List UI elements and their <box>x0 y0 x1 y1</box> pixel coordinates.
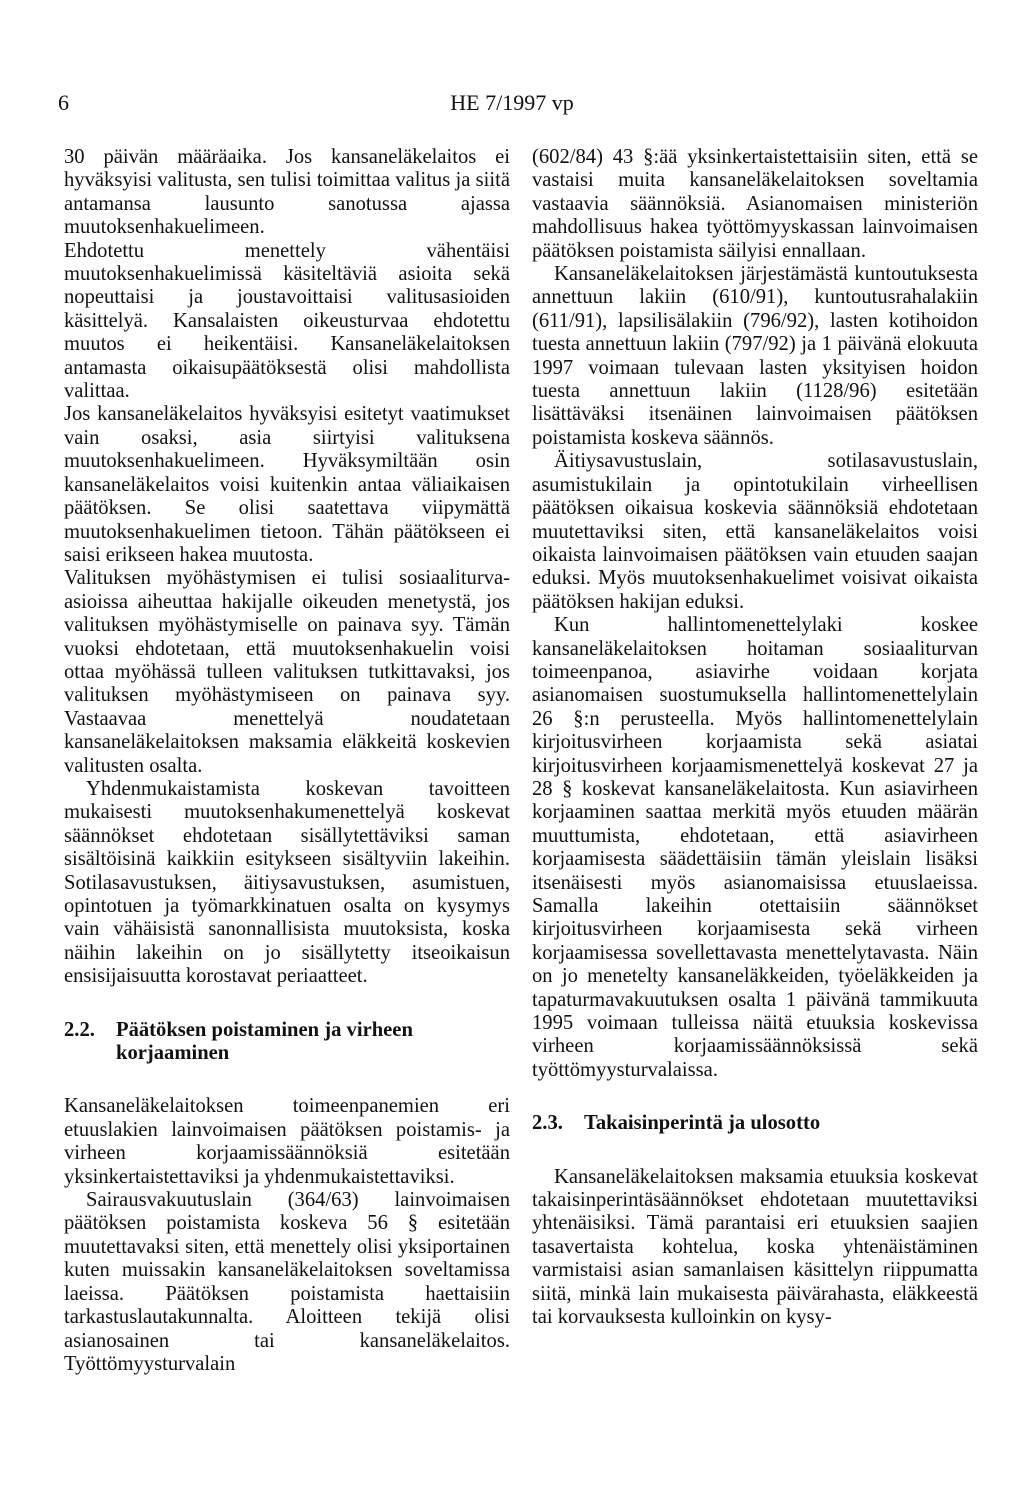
document-id: HE 7/1997 vp <box>450 90 574 115</box>
paragraph: (602/84) 43 §:ää yksinkertaistettaisiin siten, että se vastaisi muita kansaneläkelaitoksen soveltamia vastaavia säännöksiä. Asianomaisen ministeriön mahdollisuus hakea työttömyyskassan lainvoimaisen päätöksen poistamista säilyisi ennallaan. <box>532 146 978 262</box>
paragraph: Ehdotettu menettely vähentäisi muutoksenhakuelimissä käsiteltäviä asioita sekä nopeuttaisi ja joustavoittaisi valitusasioiden käsittelyä. Kansalaisten oikeusturvaa ehdotettu muutos ei heikentäisi. Kansaneläkelaitoksen antamasta oikaisupäätöksestä olisi mahdollista valittaa. <box>64 239 510 403</box>
right-column <box>532 146 978 1330</box>
section-heading <box>532 1112 978 1135</box>
paragraph: Äitiysavustuslain, sotilasavustuslain, asumistukilain ja opintotukilain virheellisen päätöksen oikaisua koskevia säännöksiä ehdotetaan muutettaviksi siten, että kansaneläkelaitos voisi oikaista lainvoimaisen päätöksen vain etuuden saajan eduksi. Myös muutoksenhakuelimet voisivat oikaista päätöksen hakijan eduksi. <box>532 450 978 613</box>
paragraph: Yhdenmukaistamista koskevan tavoitteen mukaisesti muutoksenhakumenettelyä koskevat säännökset ehdotetaan sisällytettäviksi saman sisältöisinä kaikkiin esitykseen sisältyviin lakeihin. Sotilasavustuksen, äitiysavustuksen, asumistuen, opintotuen ja työmarkkinatuen osalta on kysymys vain vähäisistä sanonnallisista muutoksista, koska näihin lakeihin on jo sisällytetty itseoikaisun ensisijaisuutta korostavat periaatteet. <box>64 777 510 988</box>
paragraph: 30 päivän määräaika. Jos kansaneläkelaitos ei hyväksyisi valitusta, sen tulisi toimittaa valitus ja siitä antamansa lausunto sanotussa ajassa muutoksenhakuelimeen. <box>64 146 510 239</box>
section-heading <box>64 1019 510 1066</box>
section-number: 2.2. <box>64 1018 95 1041</box>
left-column <box>64 146 510 1376</box>
spacer <box>64 1065 510 1095</box>
paragraph: Sairausvakuutuslain (364/63) lainvoimaisen päätöksen poistamista koskeva 56 § esitetään muutettavaksi siten, että menettely olisi yksiportainen kuten muissakin kansaneläkelaitoksen soveltamissa laeissa. Päätöksen poistamista haettaisiin tarkastuslautakunnalta. Aloitteen tekijä olisi asianosainen tai kansaneläkelaitos. Työttömyysturvalain <box>64 1189 510 1375</box>
spacer <box>532 1136 978 1166</box>
page-number: 6 <box>58 90 69 115</box>
paragraph: Kansaneläkelaitoksen maksamia etuuksia koskevat takaisinperintäsäännökset ehdotetaan muutettaviksi yhtenäisiksi. Tämä parantaisi eri etuuksien saajien tasavertaista kohtelua, koska yhtenäistäminen varmistaisi asian samanlaisen käsittelyn riippumatta siitä, minkä lain mukaisesta päivärahasta, eläkkeestä tai korvauksesta kulloinkin on kysy- <box>532 1165 978 1329</box>
spacer <box>532 1082 978 1112</box>
section-number: 2.3. <box>532 1112 563 1135</box>
spacer <box>64 989 510 1019</box>
paragraph: Kansaneläkelaitoksen järjestämästä kuntoutuksesta annettuun lakiin (610/91), kuntoutusrahalakiin (611/91), lapsilisälakiin (796/92), lasten kotihoidon tuesta annettuun lakiin (797/92) ja 1 päivänä elokuuta 1997 voimaan tulevaan lasten yksityisen hoidon tuesta annettuun lakiin (1128/96) esitetään lisättäväksi itsenäinen lainvoimaisen päätöksen poistamista koskeva säännös. <box>532 263 978 449</box>
section-title: Päätöksen poistaminen ja virheen korjaaminen <box>116 1018 413 1065</box>
section-title: Takaisinperintä ja ulosotto <box>584 1112 821 1135</box>
paragraph: Jos kansaneläkelaitos hyväksyisi esitetyt vaatimukset vain osaksi, asia siirtyisi valituksena muutoksenhakuelimeen. Hyväksymiltään osin kansaneläkelaitos voisi kuitenkin antaa väliaikaisen päätöksen. Se olisi saatettava viipymättä muutoksenhakuelimen tietoon. Tähän päätökseen ei saisi erikseen hakea muutosta. <box>64 403 510 566</box>
paragraph: Kun hallintomenettelylaki koskee kansaneläkelaitoksen hoitaman sosiaaliturvan toimeenpanoa, asiavirhe voidaan korjata asianomaisen suostumuksella hallintomenettelylain 26 §:n perusteella. Myös hallintomenettelylain kirjoitusvirheen korjaamista sekä asiatai kirjoitusvirheen korjaamismenettelyä koskevat 27 ja 28 § koskevat kansaneläkelaitosta. Kun asiavirheen korjaaminen saattaa merkitä myös etuuden määrän muuttumista, ehdotetaan, että asiavirheen korjaamisesta säädettäisiin tämän yleislain lisäksi itsenäisesti myös asianomaisissa etuuslaeissa. Samalla lakeihin otettaisiin säännökset kirjoitusvirheen korjaamisesta sekä virheen korjaamisessa sovellettavasta menettelytavasta. Näin on jo menetelty kansaneläkkeiden, työeläkkeiden ja tapaturmavakuutuksen osalta 1 päivänä tammikuuta 1995 voimaan tulleissa näitä etuuksia koskevissa virheen korjaamissäännöksissä sekä työttömyysturvalaissa. <box>532 614 978 1081</box>
paragraph: Valituksen myöhästymisen ei tulisi sosiaaliturva-asioissa aiheuttaa hakijalle oikeuden menetystä, jos valituksen myöhästymiselle on painava syy. Tämän vuoksi ehdotetaan, että muutoksenhakuelin voisi ottaa myöhässä tulleen valituksen tutkittavaksi, jos valituksen myöhästymiseen on painava syy. Vastaavaa menettelyä noudatetaan kansaneläkelaitoksen maksamia eläkkeitä koskevien valitusten osalta. <box>64 567 510 777</box>
paragraph: Kansaneläkelaitoksen toimeenpanemien eri etuuslakien lainvoimaisen päätöksen poistamis- ja virheen korjaamissäännöksiä esitetään yksinkertaistettaviksi ja yhdenmukaistettaviksi. <box>64 1095 510 1188</box>
